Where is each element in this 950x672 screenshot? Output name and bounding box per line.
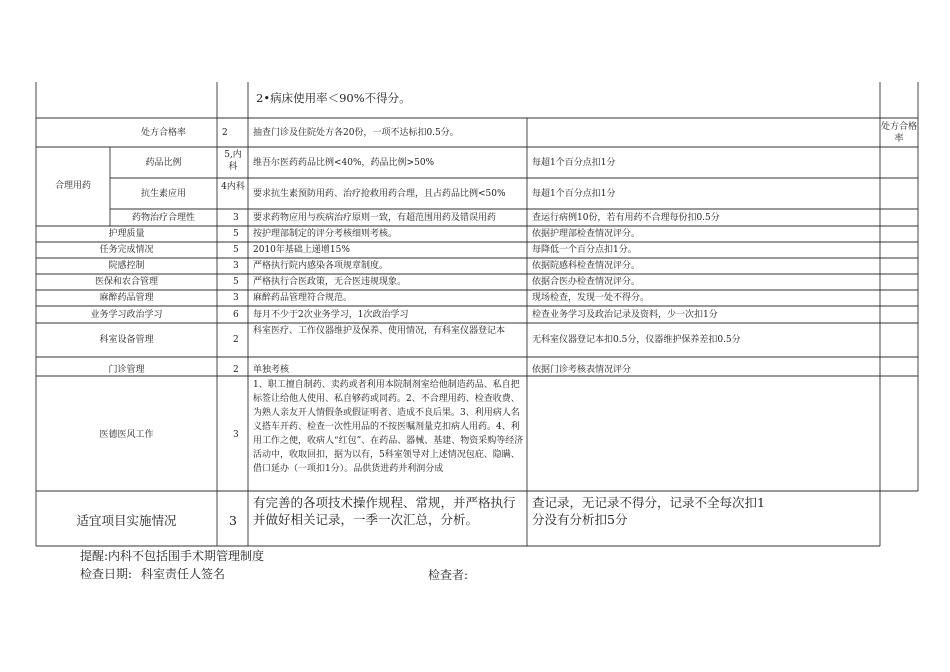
score-value: 5 [233,229,239,239]
inspection-date-label: 检查日期: [80,567,133,581]
standard-text: 科室医疗、工作仪器维护及保养、使用情况，有科室仪器登记本 [253,326,506,336]
standard-text: 麻醉药品管理符合规范。 [253,293,353,303]
item-label: 处方合格率 [140,128,186,138]
score-value: 6 [233,310,239,320]
method-text: 每超1个百分点扣1分 [532,158,616,168]
standard-text: 每月不少于2次业务学习，1次政治学习 [253,310,409,320]
item-label: 适宜项目实施情况 [76,513,177,528]
method-text: 依据门诊考核表情况评分 [532,365,632,375]
score-value: 2 [222,128,228,138]
method-text: 每超1个百分点扣1分 [532,189,616,199]
method-text: 检查业务学习及政治记录及资料，少一次扣1分 [532,310,718,320]
item-label: 麻醉药品管理 [99,293,154,303]
method-text: 现场检查，发现一处不得分。 [532,293,650,303]
score-value: 3 [233,213,239,223]
signer-label: 科室责任人签名 [141,567,226,581]
item-label: 医保和农合管理 [94,277,158,287]
method-text: 每降低一个百分点扣1分。 [532,245,637,255]
item-label: 护理质量 [108,229,145,239]
score-value: 3 [233,430,239,440]
standard-text: 严格执行合医政策，无合医违规现象。 [253,277,407,287]
method-text: 依据护理部检查情况评分。 [532,229,641,239]
footer-note: 提醒:内科不包括围手术期管理制度 [80,549,265,563]
score-value: 2 [233,365,239,375]
item-label: 药物治疗合理性 [131,213,195,223]
group-label: 合理用药 [54,181,91,191]
method-text: 查记录，无记录不得分，记录不全每次扣1分没有分析扣5分 [532,495,765,527]
standard-text: 1、职工擅自制药、卖药或者利用本院制剂室给他制造药品、私自把标签让给他人使用、私自够药或同药。2、不合理用药、检查收费、为熟人亲友开人情假条或假证明者、造成不良后果。3、利用病人名义搭车开药、检查一次性用品的不按医嘱剂量克扣病人用药。4、利用工作之便，收病人“红包”、在药品、器械、基建、物资采购等经济活动中，收取回扣，据为以有，5科室领导对上述情况包庇、隐瞒、借口延办（一项扣1分）。品供货进药并利润分成 [253,380,524,474]
item-label: 药品比例 [145,158,182,168]
standard-text: 有完善的各项技术操作规程、常规，并严格执行并做好相关记录，一季一次汇总，分析。 [253,495,516,527]
standard-text: 抽查门诊及住院处方各20份，一项不达标扣0.5分。 [253,128,459,138]
score-value: 5 [233,277,239,287]
top-row-standard: 2•病床使用率＜90%不得分。 [256,91,411,105]
extra-label: 处方合格率 [881,122,918,144]
item-label: 抗生素应用 [140,189,186,199]
checker-label: 检查者: [428,568,469,582]
item-label: 门诊管理 [108,365,145,375]
score-value: 2 [233,335,239,345]
standard-text: 单独考核 [253,365,290,375]
item-label: 业务学习政治学习 [90,310,163,320]
item-label: 院感控制 [108,261,145,271]
standard-text: 维吾尔医药药品比例<40%，药品比例>50% [253,158,435,168]
score-value: 4内科 [221,182,245,192]
score-value: 3 [233,261,239,271]
item-label: 医德医风工作 [99,430,154,440]
standard-text: 2010年基础上递增15% [253,245,350,255]
score-value: 5 [233,245,239,255]
score-value: 3 [229,513,237,528]
score-value: 3 [233,293,239,303]
item-label: 任务完成情况 [99,245,154,255]
score-value: 5,内科 [224,150,242,172]
method-text: 依据合医办检查情况评分。 [532,277,641,287]
standard-text: 要求药物应用与疾病治疗原则一致，有超范围用药及错误用药 [253,213,497,223]
method-text: 无科室仪器登记本扣0.5分，仪器维护保养差扣0.5分 [532,335,741,345]
standard-text: 严格执行院内感染各项规章制度。 [253,261,389,271]
method-text: 查运行病例10份，若有用药不合理每份扣0.5分 [532,213,720,223]
method-text: 依据院感科检查情况评分。 [532,261,641,271]
item-label: 科室设备管理 [99,335,154,345]
standard-text: 按护理部制定的评分考核细则考核。 [253,229,398,239]
standard-text: 要求抗生素预防用药、治疗抢救用药合理，且占药品比例<50% [253,189,506,199]
